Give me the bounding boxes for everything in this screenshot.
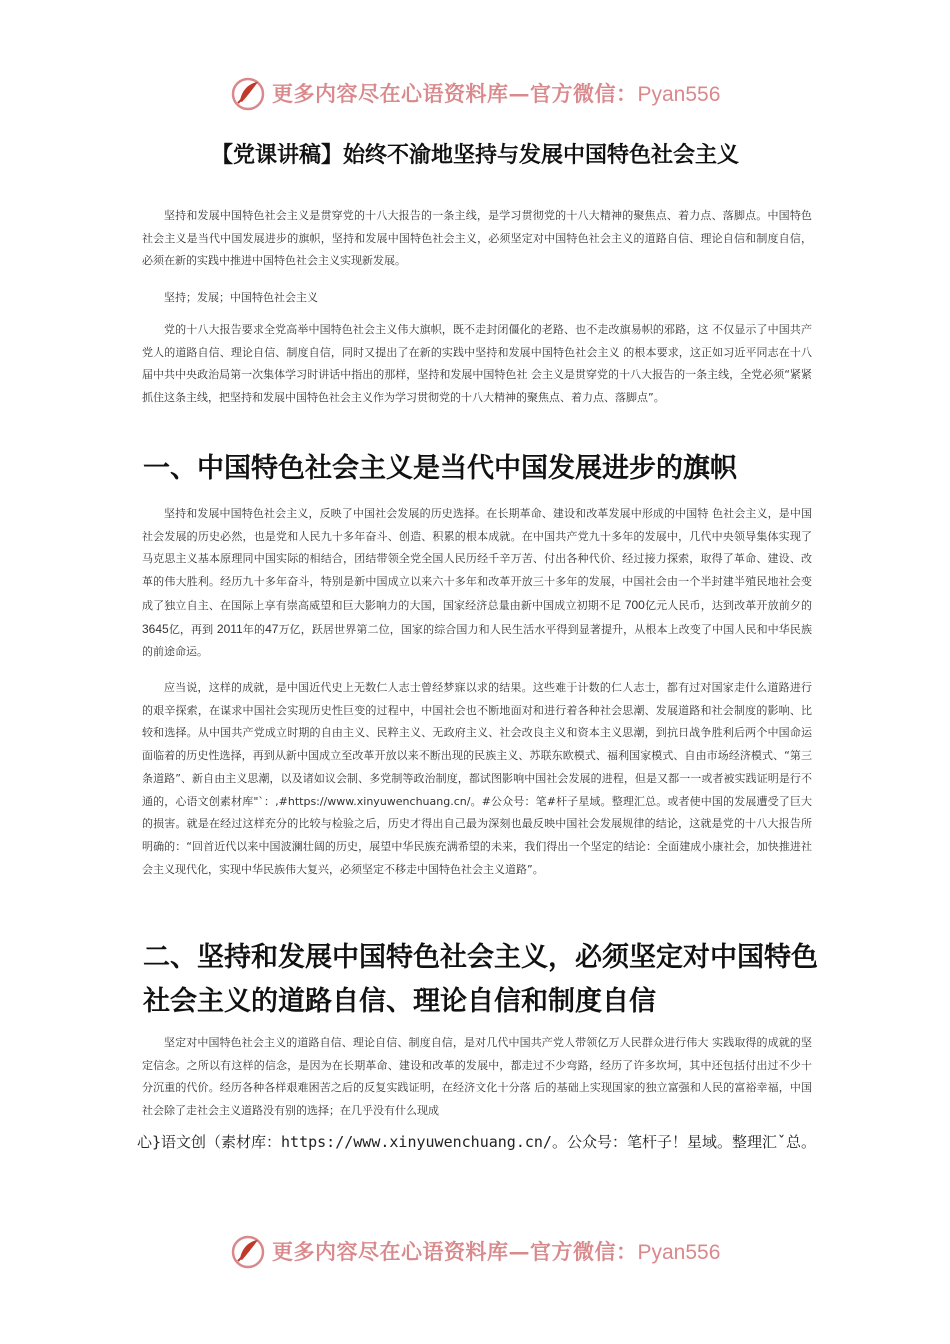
abstract-paragraph: 坚持和发展中国特色社会主义是贯穿党的十八大报告的一条主线，是学习贯彻党的十八大精神的聚焦点、着力点、落脚点。中国特色社会主义是当代中国发展进步的旗帜，坚持和发展中国特色社会主义，必须坚定对中国特色社会主义的道路自信、理论自信和制度自信，必须在新的实践中推进中国特色社会主义实现新发展。 [142, 209, 812, 268]
footer-banner [228, 1228, 728, 1274]
section-1-paragraph-1: 坚持和发展中国特色社会主义，反映了中国社会发展的历史选择。在长期革命、建设和改革发展中形成的中国特 色社会主义，是中国社会发展的历史必然，也是党和人民九十多年奋斗、创造、积累的根本成就。在中国共产党九十多年的发展中，几代中央领导集体实现了马克思主义基本原理同中国实际的相结合，团结带领全党全国人民历经千辛万苦、付出各种代价、经过接力探索，取得了革命、建设、改革的伟大胜利。经历九十多年奋斗，特别是新中国成立以来六十多年和改革开放三十多年的发展，中国社会由一个半封建半殖民地社会变成了独立自主、在国际上享有崇高威望和巨大影响力的大国，国家经济总量由新中国成立初期不足 700亿元人民币，达到改革开放前夕的 3645亿，再到 2011年的47万亿，跃居世界第二位，国家的综合国力和人民生活水平得到显著提升，从根本上改变了中国人民和中华民族的前途命运。 [142, 507, 813, 659]
section-1-paragraph-2: 应当说，这样的成就，是中国近代史上无数仁人志士曾经梦寐以求的结果。这些难于计数的仁人志士，都有过对国家走什么道路进行的艰辛探索，在谋求中国社会实现历史性巨变的过程中，中国社会也不断地面对和进行着各种社会思潮、发展道路和社会制度的影响、比较和选择。从中国共产党成立时期的自由主义、民粹主义、无政府主义、社会改良主义和资本主义思潮，到抗日战争胜利后两个中国命运面临着的历史性选择，再到从新中国成立至改革开放以来不断出现的民族主义、苏联东欧模式、福利国家模式、自由市场经济模式、“第三条道路”、新自由主义思潮，以及诸如议会制、多党制等政治制度，都试图影响中国社会发展的进程，但是又都一一或者被实践证明是行不通的，心语文创素材库"`：,#https://www.xinyuwenchuang.cn/。#公众号：笔#杆子星域。整理汇总。或者使中国的发展遭受了巨大的损害。就是在经过这样充分的比较与检验之后，历史才得出自己最为深刻也最反映中国社会发展规律的结论，这就是党的十八大报告所明确的：“回首近代以来中国波澜壮阔的历史，展望中华民族充满希望的未来，我们得出一个坚定的结论：全面建成小康社会，加快推进社会主义现代化，实现中华民族伟大复兴，必须坚定不移走中国特色社会主义道路”。 [142, 681, 812, 876]
red-seal-logo-icon [228, 1231, 268, 1271]
watermark-text: 心}语文创（素材库：https://www.xinyuwenchuang.cn/。公众号：笔杆子！星域。整理汇ˇ总。 [137, 1133, 816, 1151]
page-title: 【党课讲稿】始终不渝地坚持与发展中国特色社会主义 [210, 143, 739, 168]
red-seal-logo-icon [228, 73, 268, 113]
banner-wechat-id: Pyan556 [637, 1241, 721, 1264]
intro-paragraph: 党的十八大报告要求全党高举中国特色社会主义伟大旗帜，既不走封闭僵化的老路、也不走改旗易帜的邪路，这 不仅显示了中国共产党人的道路自信、理论自信、制度自信，同时又提出了在新的实践中坚持和发展中国特色社会主义 的根本要求，这正如习近平同志在十八届中共中央政治局第一次集体学习时讲话中指出的那样，坚持和发展中国特色社 会主义是贯穿党的十八大报告的一条主线，全党必须“紧紧抓住这条主线，把坚持和发展中国特色社会主义作为学习贯彻党的十八大精神的聚焦点、着力点、落脚点”。 [142, 323, 812, 405]
keywords-line: 坚持；发展；中国特色社会主义 [164, 291, 318, 304]
banner-text: 更多内容尽在心语资料库—官方微信：Pyan556 [272, 81, 721, 106]
section-2-paragraph-1: 坚定对中国特色社会主义的道路自信、理论自信、制度自信，是对几代中国共产党人带领亿万人民群众进行伟大 实践取得的成就的坚定信念。之所以有这样的信念，是因为在长期革命、建设和改革的发展中，都走过不少弯路，经历了许多坎坷，其中还包括付出过不少十分沉重的代价。经历各种各样艰难困苦之后的反复实践证明，在经济文化十分落 后的基础上实现国家的独立富强和人民的富裕幸福，中国社会除了走社会主义道路没有别的选择；在几乎没有什么现成 [142, 1036, 812, 1118]
value-3645: 3645 [142, 621, 169, 636]
section-1-heading: 一、中国特色社会主义是当代中国发展进步的旗帜 [143, 453, 737, 484]
header-banner [228, 70, 728, 116]
section-2-heading: 二、坚持和发展中国特色社会主义，必须坚定对中国特色社会主义的道路自信、理论自信和制度自信 [143, 942, 818, 1017]
banner-text: 更多内容尽在心语资料库—官方微信：Pyan556 [272, 1239, 721, 1264]
value-2011: 2011 [216, 621, 243, 636]
value-700: 700 [624, 597, 645, 612]
banner-wechat-id: Pyan556 [637, 83, 721, 106]
value-47: 47 [265, 621, 279, 636]
